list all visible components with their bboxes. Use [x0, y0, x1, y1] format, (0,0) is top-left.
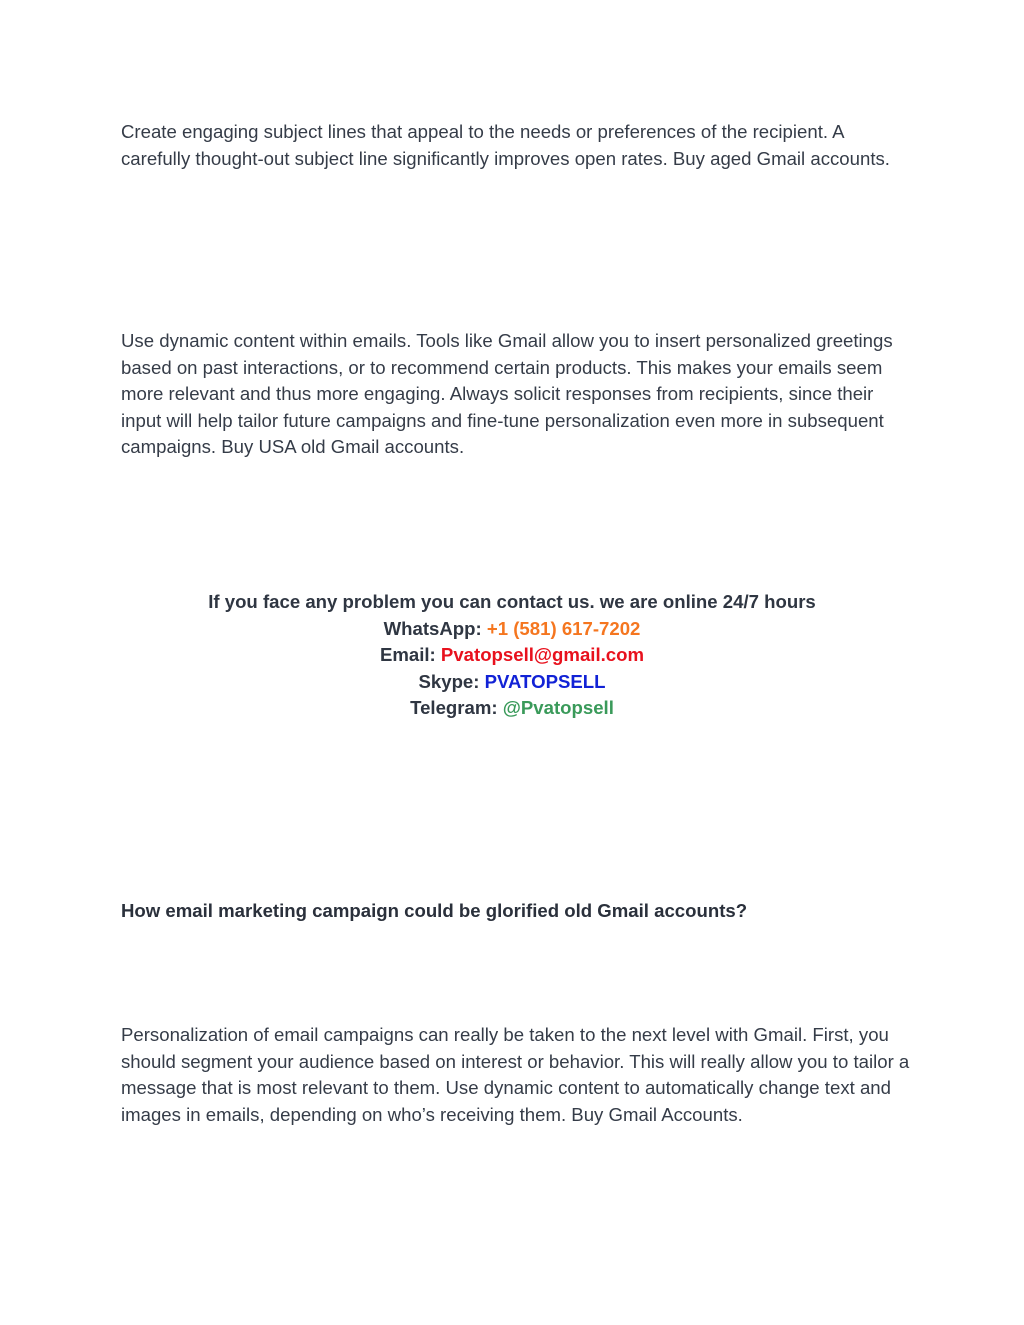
contact-whatsapp — [0, 616, 1024, 643]
email-address: Pvatopsell@gmail.com — [440, 644, 645, 665]
section-heading: How email marketing campaign could be glorified old Gmail accounts? — [121, 900, 748, 921]
telegram-label: Telegram: — [410, 697, 503, 718]
skype-handle: PVATOPSELL — [484, 670, 606, 692]
paragraph-personalization: Personalization of email campaigns can really be taken to the next level with Gmail. First, you should segment your audience based on interest or behavior. This will really allow you to tailor a message that is most relevant to them. Use dynamic content to automatically change text and images in emails, depending on who’s receiving them. Buy Gmail Accounts. — [121, 1024, 910, 1125]
contact-telegram — [0, 695, 1024, 722]
paragraph-dynamic-content: Use dynamic content within emails. Tools like Gmail allow you to insert personalized greetings based on past interactions, or to recommend certain products. This makes your emails seem more relevant and thus more engaging. Always solicit responses from recipients, since their input will help tailor future campaigns and fine-tune personalization even more in subsequent campaigns. Buy USA old Gmail accounts. — [121, 330, 893, 457]
contact-block — [0, 589, 1024, 722]
paragraph-subject-lines: Create engaging subject lines that appeal to the needs or preferences of the recipient. A carefully thought-out subject line significantly improves open rates. Buy aged Gmail accounts. — [121, 121, 890, 169]
email-label: Email: — [379, 644, 441, 665]
contact-intro: If you face any problem you can contact us. we are online 24/7 hours — [208, 591, 816, 612]
telegram-handle: @Pvatopsell — [502, 697, 614, 718]
contact-skype — [0, 669, 1024, 696]
skype-label: Skype: — [418, 670, 485, 692]
contact-email — [0, 642, 1024, 669]
whatsapp-label: WhatsApp: — [383, 617, 487, 639]
whatsapp-number: +1 (581) 617-7202 — [486, 617, 641, 639]
